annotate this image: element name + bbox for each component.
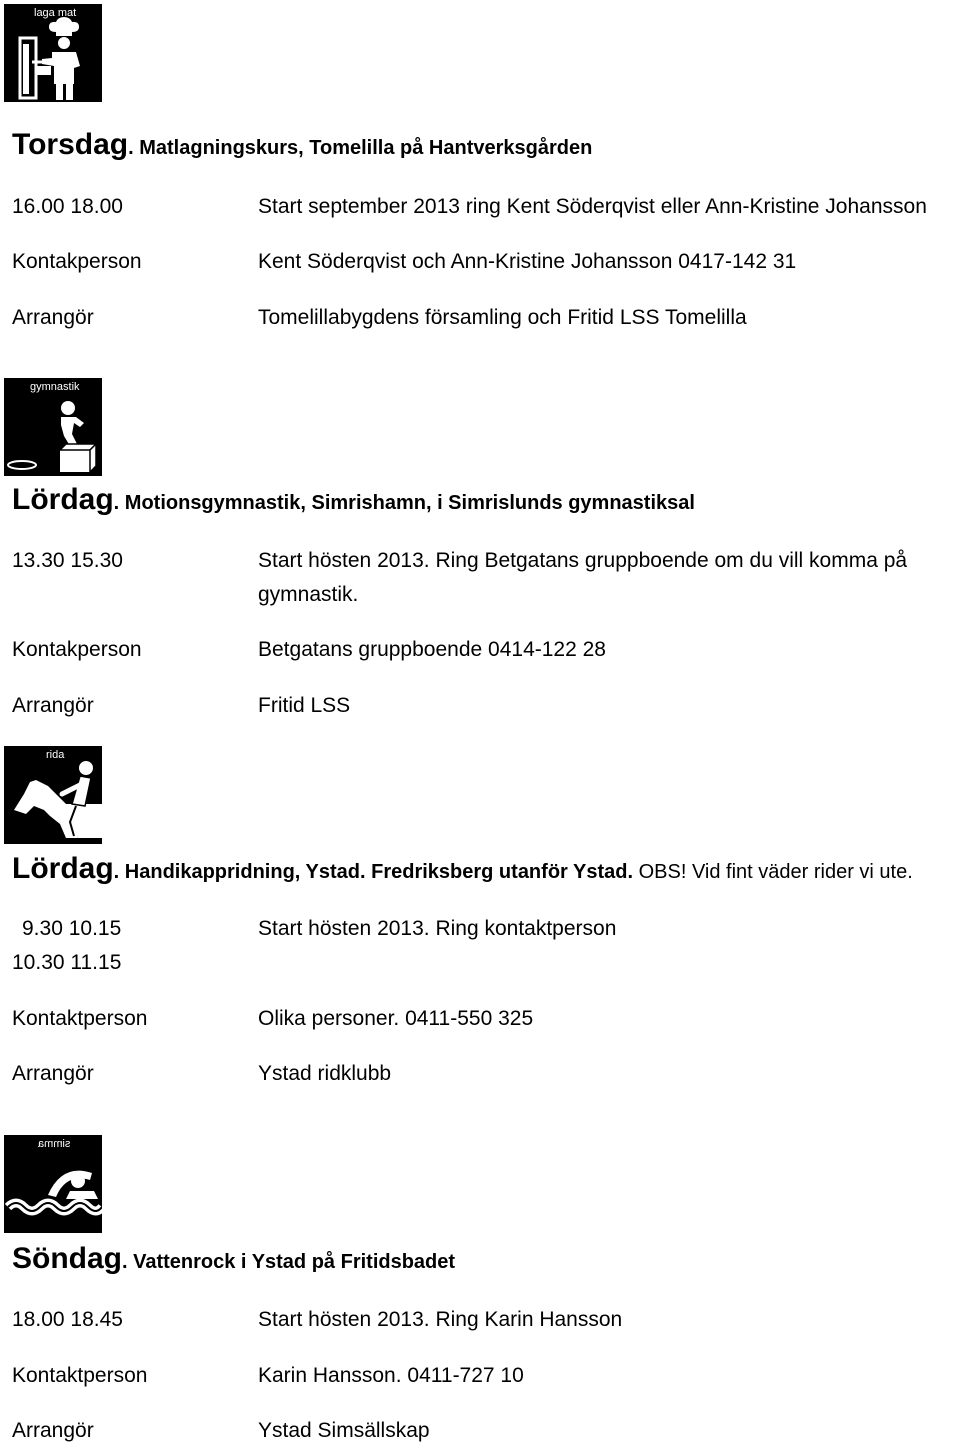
- organizer-label: Arrangör: [12, 306, 94, 329]
- heading-title: . Handikappridning, Ystad. Fredriksberg utanför Ystad.: [113, 861, 634, 883]
- organizer-value: Ystad Simsällskap: [258, 1419, 430, 1442]
- organizer-row: [0, 1418, 960, 1444]
- swimming-icon: [4, 1135, 102, 1233]
- contact-row: [0, 1006, 960, 1032]
- icon-label: rida: [46, 749, 65, 761]
- time-row: [0, 912, 960, 980]
- icon-label: gymnastik: [30, 381, 80, 393]
- heading-day: Lördag: [12, 852, 114, 885]
- organizer-row: [0, 693, 960, 719]
- cooking-icon: [4, 4, 102, 102]
- contact-label: Kontakperson: [12, 250, 142, 273]
- time-value: 18.00 18.45: [12, 1308, 123, 1331]
- heading-day: Söndag: [12, 1242, 122, 1275]
- heading-note: OBS! Vid fint väder rider vi ute.: [633, 861, 913, 883]
- section-heading: [12, 481, 695, 524]
- time-description: Start hösten 2013. Ring Betgatans gruppboende om du vill komma på gymnastik.: [258, 549, 908, 606]
- contact-label: Kontaktperson: [12, 1364, 148, 1387]
- contact-row: [0, 1363, 960, 1389]
- contact-row: [0, 637, 960, 663]
- heading-day: Torsdag: [12, 128, 129, 161]
- icon-label-text: simma: [38, 1138, 71, 1150]
- organizer-row: [0, 305, 960, 331]
- time-value: 10.30 11.15: [12, 951, 122, 974]
- organizer-label: Arrangör: [12, 694, 94, 717]
- contact-label: Kontaktperson: [12, 1007, 148, 1030]
- section-heading: [12, 126, 592, 169]
- time-value: 13.30 15.30: [12, 549, 123, 572]
- time-row: [0, 194, 960, 220]
- section-heading: [12, 850, 913, 893]
- organizer-value: Tomelillabygdens församling och Fritid LSS Tomelilla: [258, 306, 747, 329]
- section-heading: [12, 1240, 455, 1283]
- time-row: [0, 1307, 960, 1333]
- heading-title: . Matlagningskurs, Tomelilla på Hantverksgården: [128, 137, 593, 159]
- contact-row: [0, 249, 960, 275]
- contact-value: Karin Hansson. 0411-727 10: [258, 1364, 524, 1387]
- heading-title: . Motionsgymnastik, Simrishamn, i Simrislunds gymnastiksal: [113, 492, 695, 514]
- organizer-label: Arrangör: [12, 1419, 94, 1442]
- time-value: 16.00 18.00: [12, 195, 123, 218]
- time-description: Start september 2013 ring Kent Söderqvist eller Ann-Kristine Johansson: [258, 195, 927, 218]
- time-description: Start hösten 2013. Ring kontaktperson: [258, 917, 617, 940]
- contact-value: Betgatans gruppboende 0414-122 28: [258, 638, 606, 661]
- organizer-row: [0, 1061, 960, 1087]
- organizer-value: Ystad ridklubb: [258, 1062, 392, 1085]
- time-row: [0, 544, 960, 612]
- contact-value: Olika personer. 0411-550 325: [258, 1007, 534, 1030]
- time-description: Start hösten 2013. Ring Karin Hansson: [258, 1308, 623, 1331]
- organizer-value: Fritid LSS: [258, 694, 351, 717]
- contact-label: Kontakperson: [12, 638, 142, 661]
- heading-day: Lördag: [12, 483, 114, 516]
- time-value: 9.30 10.15: [22, 917, 122, 940]
- icon-label: laga mat: [34, 7, 77, 19]
- horse-riding-icon: [4, 746, 102, 844]
- gymnastics-icon: [4, 378, 102, 476]
- organizer-label: Arrangör: [12, 1062, 94, 1085]
- contact-value: Kent Söderqvist och Ann-Kristine Johansson 0417-142 31: [258, 250, 797, 273]
- icon-label: [38, 1138, 70, 1151]
- time-list: [12, 912, 121, 980]
- heading-title: . Vattenrock i Ystad på Fritidsbadet: [122, 1251, 456, 1273]
